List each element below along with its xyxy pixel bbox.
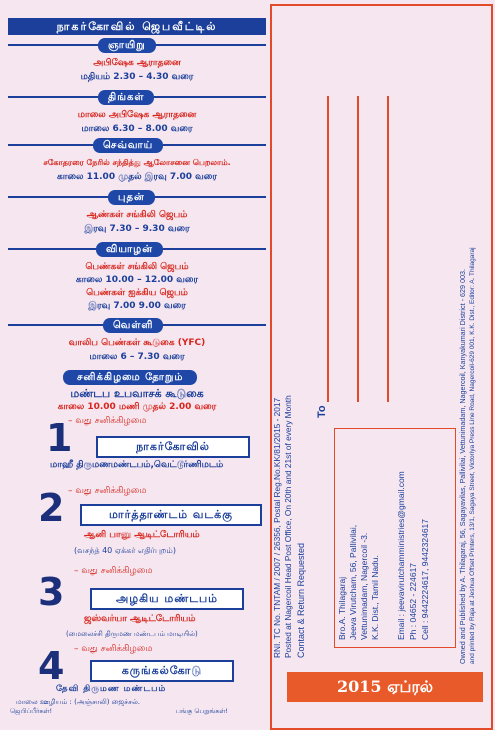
venue-2-week: – வது சனிக்கிழமை	[68, 486, 147, 496]
publisher-line-2: and printed by Raja at Jeshua Offset Printers, 13/1, Sagaya Street, Victoriya Press Line Road, Nagercoil-629 001, K.K. Dist., Editor: A. Thilagaraj	[469, 247, 476, 664]
friday-service: வாலிப பெண்கள் கூடுகை (YFC)	[68, 338, 206, 348]
venue-2-place: மார்த்தாண்டம் வடக்கு	[80, 504, 262, 526]
venue-3-note: (மைலைச்சி திருமண மண்டபம் மாடியில்)	[66, 630, 198, 638]
saturday-title: மண்டப உபவாசக் கூடுகை	[70, 387, 204, 400]
venue-1-number: 1	[46, 416, 73, 460]
day-thursday: வியாழன்	[96, 242, 163, 257]
monday-service: மாலை அபிஷேக ஆராதனை	[77, 110, 197, 120]
thursday-service-1: பெண்கள் சங்கிலி ஜெபம்	[85, 262, 189, 272]
friday-time: மாலை 6 – 7.30 வரை	[89, 352, 185, 362]
venue-1-detail: மாஹீ திருமணமண்டபம்,வெட்டூர்ணிமடம்	[50, 460, 224, 470]
saturday-heading: சனிக்கிழமை தோறும்	[63, 370, 197, 385]
bottom-note-2: ஜெபிப்பீர்கள்!	[10, 707, 53, 715]
venue-4-place: கருங்கல்கோடு	[90, 660, 234, 682]
bottom-note-3: பங்கு பெறுங்கள்!	[176, 707, 228, 715]
bottom-note-1: மாலை ஊழியம் : (அஞ்சாலி) ஜைச்சல்.	[16, 698, 140, 706]
venue-3-number: 3	[38, 570, 65, 614]
sender-phone: Ph : 04652 - 224617	[408, 562, 418, 640]
sender-name: Bro.A. Thilagaraj	[337, 576, 347, 640]
venue-3-place: அழகிய மண்டபம்	[90, 588, 244, 610]
venue-3-detail: ஜஸ்வர்யா ஆடிட்டோரியம்	[84, 614, 196, 624]
venue-1-week: – வது சனிக்கிழமை	[68, 416, 147, 426]
wednesday-service: ஆண்கள் சங்கிலி ஜெபம்	[86, 210, 188, 220]
sender-address-1: Jeeva Virutcham, 56, Pallivilai,	[348, 524, 358, 640]
venue-2-number: 2	[38, 486, 65, 530]
thursday-time-1: காலை 10.00 – 12.00 வரை	[75, 275, 199, 285]
saturday-time: காலை 10.00 மணி முதல் 2.00 வரை	[57, 402, 217, 412]
postal-line: Posted at Nagercoil Head Post Office, On 20th and 21st of every Month	[283, 395, 293, 658]
venue-4-detail: தேவி திருமண மண்டபம்	[56, 684, 167, 694]
schedule-column	[8, 14, 266, 715]
sender-email: Email : jeevavirutchamministries@gmail.com	[396, 471, 406, 640]
sunday-service: அபிஷேக ஆராதனை	[93, 58, 181, 68]
venue-4-week: – வது சனிக்கிழமை	[74, 644, 153, 654]
registration-line: RNI. TC No. TNTAM / 2007 / 26356, Postal Reg.No.KK/81/2015 - 2017	[272, 397, 282, 658]
tuesday-time: காலை 11.00 முதல் இரவு 7.00 வரை	[57, 172, 217, 182]
page-title: நாகர்கோவில் ஜெபவீட்டில்	[8, 18, 266, 35]
day-wednesday: புதன்	[108, 190, 155, 205]
sender-cell: Cell : 9442224617, 9442324617	[420, 519, 430, 640]
to-label: To	[316, 405, 328, 418]
wednesday-time: இரவு 7.30 – 9.30 வரை	[84, 224, 190, 234]
issue-date-banner: 2015 ஏப்ரல்	[287, 672, 483, 702]
sender-address-2: Vettunimadam, Nagercoil -3.	[359, 532, 369, 640]
day-tuesday: செவ்வாய்	[93, 138, 163, 153]
address-line	[327, 96, 329, 402]
thursday-service-2: பெண்கள் ஐக்கிய ஜெபம்	[86, 288, 188, 298]
sender-address-3: K.K. Dist., Tamil Nadu.	[370, 555, 380, 640]
day-sunday: ஞாயிறு	[98, 38, 156, 53]
address-line	[387, 96, 389, 402]
thursday-time-2: இரவு 7.00 9.00 வரை	[88, 301, 186, 311]
monday-time: மாலை 6.30 – 8.00 வரை	[81, 124, 193, 134]
venue-2-note: (வசந்த் 40 ஏக்கர் எதிர்புறம்)	[74, 546, 176, 555]
day-monday: திங்கள்	[98, 90, 154, 105]
contact-return: Contact & Return Requested	[296, 542, 306, 658]
publisher-line-1: Owned and Published by A. Thilagaraj, 56, Sagayavilas, Pallivilai, Vettunimadam, Nagercoil, Kanyakumari District - 629 003.	[458, 269, 467, 664]
venue-1-place: நாகர்கோவில்	[96, 436, 250, 458]
venue-2-detail: ஆனி பானு ஆடிட்டோரியம்	[84, 530, 200, 540]
tuesday-service: சகோதரரை நேரில் சந்தித்து ஆலோசனை பெறலாம்.	[43, 158, 231, 167]
address-line	[357, 96, 359, 402]
sunday-time: மதியம் 2.30 – 4.30 வரை	[80, 72, 194, 82]
venue-4-number: 4	[38, 644, 65, 688]
day-friday: வெள்ளி	[103, 318, 163, 333]
venue-3-week: – வது சனிக்கிழமை	[74, 566, 153, 576]
